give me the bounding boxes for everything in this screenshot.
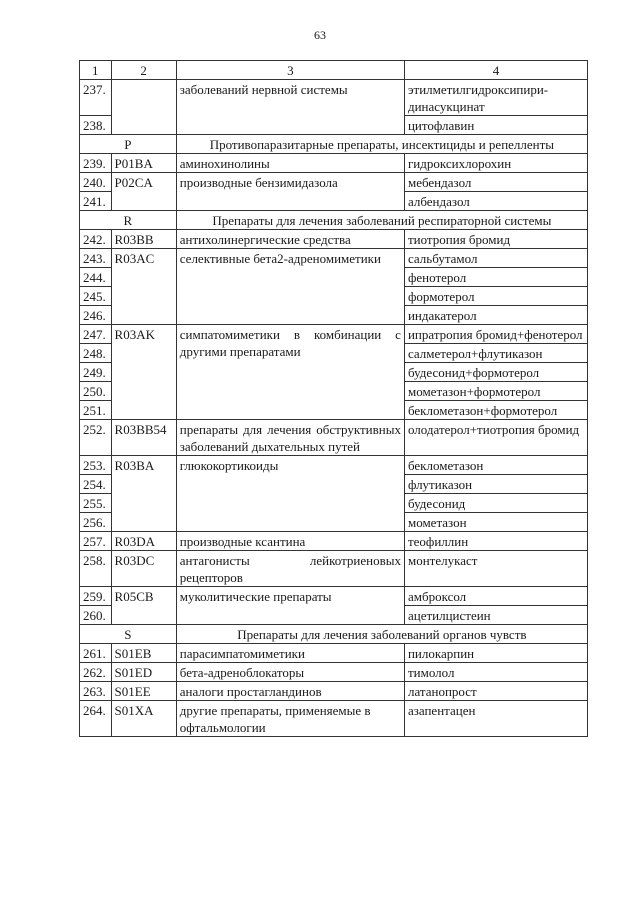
table-row [80,420,588,456]
drug-group: аминохинолины [176,154,404,173]
row-number: 247. [80,325,112,344]
row-number: 246. [80,306,112,325]
table-row [80,551,588,587]
column-header-3: 3 [176,61,404,80]
drug-name: беклометазон+формотерол [404,401,587,420]
drug-group: антихолинергические средства [176,230,404,249]
drug-name: азапентацен [404,701,587,737]
table-row [80,663,588,682]
section-title: Противопаразитарные препараты, инсектициды и репелленты [176,135,587,154]
page-number: 63 [314,28,326,42]
atc-code: R03BB [111,230,176,249]
row-number: 245. [80,287,112,306]
column-header-4: 4 [404,61,587,80]
drug-name: будесонид+формотерол [404,363,587,382]
drug-group: аналоги простагландинов [176,682,404,701]
drug-name: салметерол+флутиказон [404,344,587,363]
drug-name: формотерол [404,287,587,306]
drug-name: ипратропия бромид+фенотерол [404,325,587,344]
atc-code: R03DC [111,551,176,587]
row-number: 252. [80,420,112,456]
table-row [80,173,588,192]
drug-name: флутиказон [404,475,587,494]
atc-code: R03BB54 [111,420,176,456]
drug-name: теофиллин [404,532,587,551]
row-number: 237. [80,80,112,116]
drug-name: индакатерол [404,306,587,325]
drug-name: мометазон [404,513,587,532]
row-number: 244. [80,268,112,287]
table-row [80,80,588,116]
table-row [80,644,588,663]
section-title: Препараты для лечения заболеваний респираторной системы [176,211,587,230]
atc-code: R03AC [111,249,176,325]
drug-name: сальбутамол [404,249,587,268]
drug-group: парасимпатомиметики [176,644,404,663]
drug-name: мометазон+формотерол [404,382,587,401]
atc-code: R03BA [111,456,176,532]
drug-group: муколитические препараты [176,587,404,625]
drug-name: мебендазол [404,173,587,192]
section-row [80,135,588,154]
drug-name: амброксол [404,587,587,606]
drug-name: монтелукаст [404,551,587,587]
row-number: 251. [80,401,112,420]
row-number: 262. [80,663,112,682]
row-number: 238. [80,116,112,135]
drug-name: тимолол [404,663,587,682]
section-letter: S [80,625,177,644]
drug-name: этилметилгидроксипири-динасукцинат [404,80,587,116]
row-number: 240. [80,173,112,192]
drug-group: производные ксантина [176,532,404,551]
drug-name: фенотерол [404,268,587,287]
table-row [80,532,588,551]
atc-code: S01XA [111,701,176,737]
drug-list-table [79,60,588,737]
atc-code: R03DA [111,532,176,551]
drug-group: селективные бета2-адреномиметики [176,249,404,325]
drug-name: латанопрост [404,682,587,701]
row-number: 261. [80,644,112,663]
row-number: 255. [80,494,112,513]
row-number: 241. [80,192,112,211]
row-number: 250. [80,382,112,401]
drug-group: антагонисты лейкотриеновых рецепторов [176,551,404,587]
row-number: 239. [80,154,112,173]
row-number: 260. [80,606,112,625]
drug-group: препараты для лечения обструктивных заболеваний дыхательных путей [176,420,404,456]
row-number: 248. [80,344,112,363]
row-number: 263. [80,682,112,701]
row-number: 253. [80,456,112,475]
drug-name: беклометазон [404,456,587,475]
row-number: 256. [80,513,112,532]
table-row [80,325,588,344]
drug-group: другие препараты, применяемые в офтальмологии [176,701,404,737]
atc-code: S01EE [111,682,176,701]
section-letter: R [80,211,177,230]
drug-group: бета-адреноблокаторы [176,663,404,682]
atc-code: S01ED [111,663,176,682]
drug-group: заболеваний нервной системы [176,80,404,135]
table-row [80,682,588,701]
section-row [80,625,588,644]
atc-code: R05CB [111,587,176,625]
table-row [80,701,588,737]
atc-code [111,80,176,135]
row-number: 249. [80,363,112,382]
drug-group: глюкокортикоиды [176,456,404,532]
drug-name: гидроксихлорохин [404,154,587,173]
drug-name: пилокарпин [404,644,587,663]
table-row [80,249,588,268]
section-title: Препараты для лечения заболеваний органов чувств [176,625,587,644]
drug-group: производные бензимидазола [176,173,404,211]
drug-name: олодатерол+тиотропия бромид [404,420,587,456]
section-row [80,211,588,230]
atc-code: P02CA [111,173,176,211]
drug-group: симпатомиметики в комбинации с другими препаратами [176,325,404,420]
section-letter: P [80,135,177,154]
atc-code: R03AK [111,325,176,420]
table-row [80,154,588,173]
drug-name: ацетилцистеин [404,606,587,625]
row-number: 242. [80,230,112,249]
drug-name: цитофлавин [404,116,587,135]
column-header-1: 1 [80,61,112,80]
table-row [80,587,588,606]
table-header-row [80,61,588,80]
atc-code: S01EB [111,644,176,663]
drug-name: тиотропия бромид [404,230,587,249]
row-number: 254. [80,475,112,494]
row-number: 257. [80,532,112,551]
table-row [80,230,588,249]
table-row [80,456,588,475]
row-number: 264. [80,701,112,737]
row-number: 259. [80,587,112,606]
drug-name: албендазол [404,192,587,211]
row-number: 243. [80,249,112,268]
column-header-2: 2 [111,61,176,80]
atc-code: P01BA [111,154,176,173]
drug-name: будесонид [404,494,587,513]
row-number: 258. [80,551,112,587]
